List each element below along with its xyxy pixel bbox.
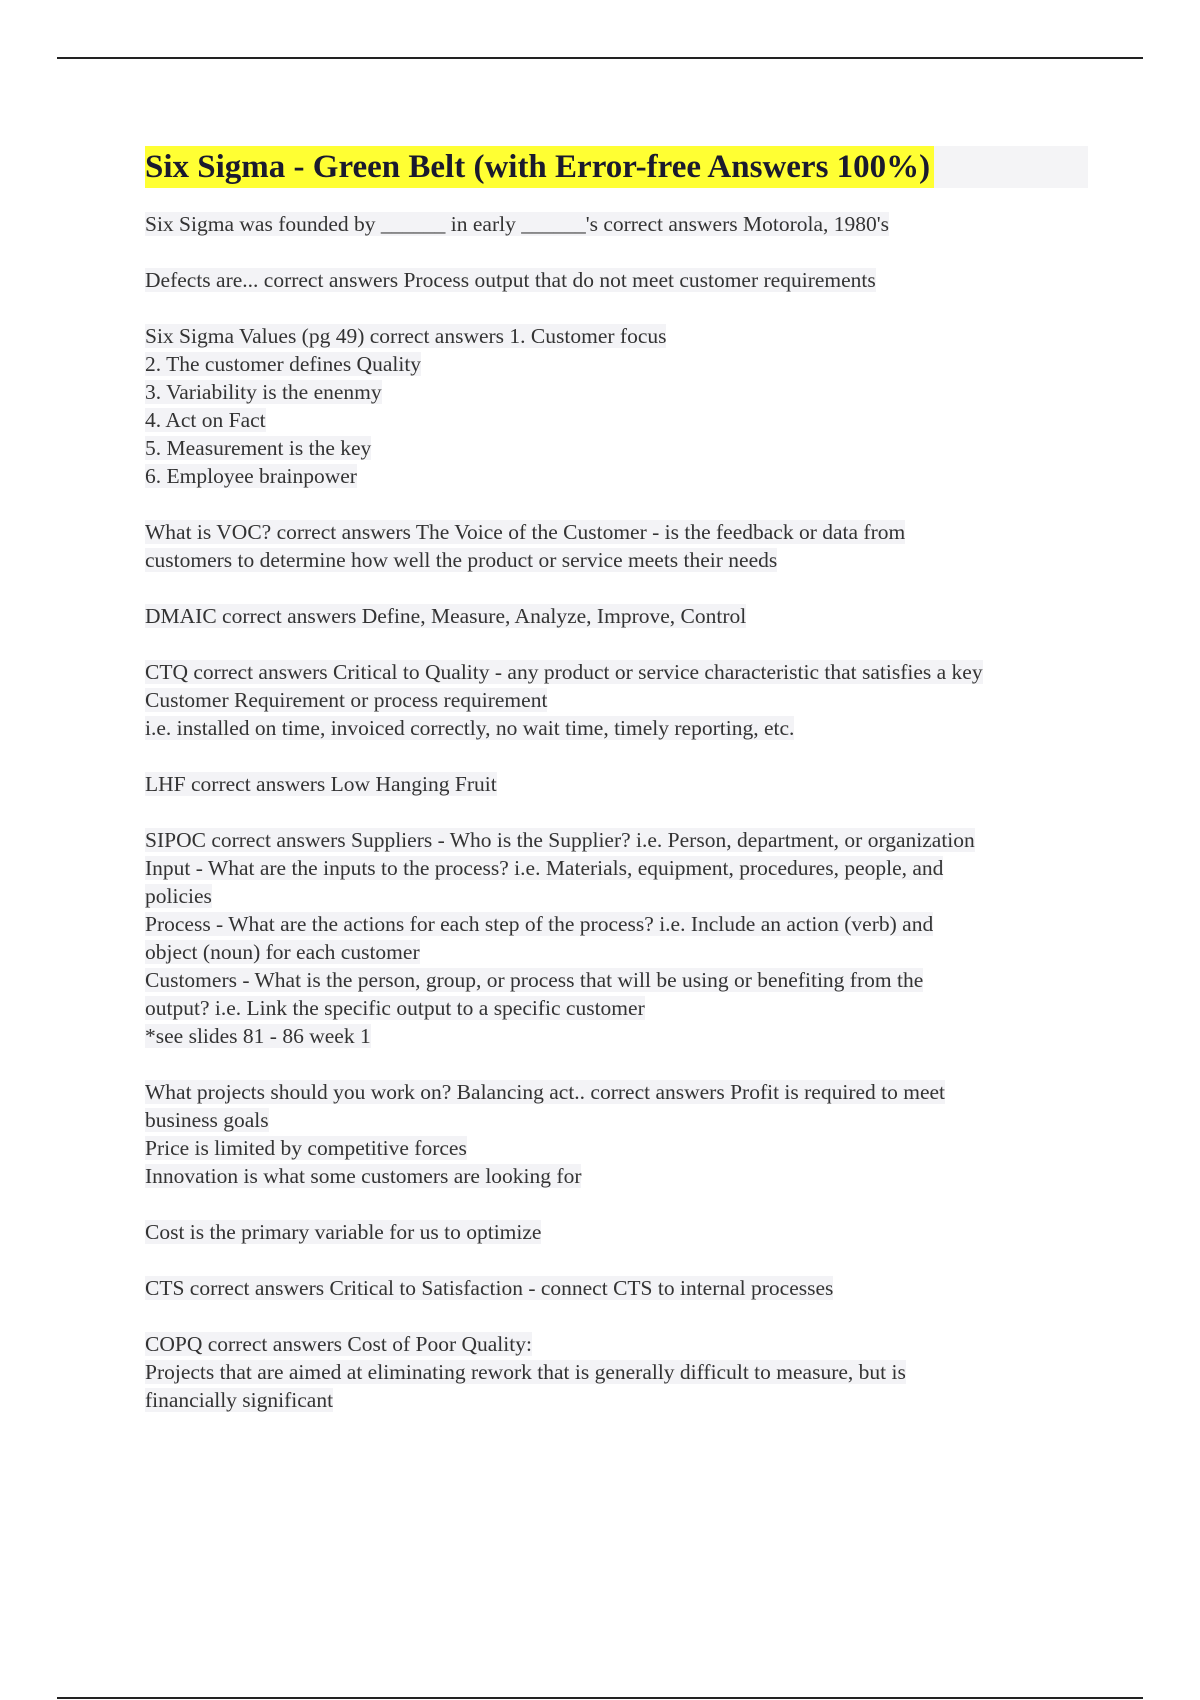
qa-list — [145, 210, 1090, 1414]
qa-line-text: Customers - What is the person, group, or process that will be using or benefiting from the — [145, 968, 924, 992]
qa-line-text: What projects should you work on? Balancing act.. correct answers Profit is required to meet — [145, 1080, 946, 1104]
qa-line-text: customers to determine how well the product or service meets their needs — [145, 548, 778, 572]
qa-line-text: object (noun) for each customer — [145, 940, 420, 964]
qa-line — [145, 770, 1090, 798]
qa-item — [145, 1078, 1090, 1190]
qa-item — [145, 518, 1090, 574]
qa-line-text: 5. Measurement is the key — [145, 436, 372, 460]
qa-line-text: SIPOC correct answers Suppliers - Who is the Supplier? i.e. Person, department, or organization — [145, 828, 975, 852]
qa-line-text: *see slides 81 - 86 week 1 — [145, 1024, 371, 1048]
qa-line-text: output? i.e. Link the specific output to a specific customer — [145, 996, 645, 1020]
qa-line — [145, 602, 1090, 630]
top-rule — [57, 57, 1143, 59]
qa-line-text: i.e. installed on time, invoiced correctly, no wait time, timely reporting, etc. — [145, 716, 795, 740]
qa-line — [145, 994, 1090, 1022]
qa-line-text: financially significant — [145, 1388, 334, 1412]
qa-line-text: Projects that are aimed at eliminating rework that is generally difficult to measure, but is — [145, 1360, 906, 1384]
qa-line — [145, 1162, 1090, 1190]
qa-line — [145, 714, 1090, 742]
qa-line-text: business goals — [145, 1108, 269, 1132]
qa-line-text: Price is limited by competitive forces — [145, 1136, 467, 1160]
title-band — [145, 146, 1088, 188]
qa-line — [145, 1078, 1090, 1106]
document-title: Six Sigma - Green Belt (with Error-free Answers 100%) — [145, 146, 934, 188]
qa-line — [145, 1386, 1090, 1414]
qa-line — [145, 1134, 1090, 1162]
qa-item — [145, 658, 1090, 742]
qa-line — [145, 462, 1090, 490]
qa-item — [145, 602, 1090, 630]
qa-line — [145, 350, 1090, 378]
qa-item — [145, 770, 1090, 798]
qa-line-text: Customer Requirement or process requirement — [145, 688, 548, 712]
qa-line-text: Cost is the primary variable for us to optimize — [145, 1220, 542, 1244]
qa-line-text: Six Sigma was founded by ______ in early ______'s correct answers Motorola, 1980's — [145, 212, 890, 236]
qa-line-text: Defects are... correct answers Process output that do not meet customer requirements — [145, 268, 876, 292]
qa-line-text: 4. Act on Fact — [145, 408, 266, 432]
qa-item — [145, 1274, 1090, 1302]
qa-item — [145, 322, 1090, 490]
qa-line — [145, 322, 1090, 350]
qa-line — [145, 882, 1090, 910]
qa-line — [145, 854, 1090, 882]
qa-line-text: COPQ correct answers Cost of Poor Quality: — [145, 1332, 532, 1356]
qa-line — [145, 938, 1090, 966]
qa-line — [145, 518, 1090, 546]
qa-line — [145, 1330, 1090, 1358]
qa-line — [145, 966, 1090, 994]
qa-line-text: Process - What are the actions for each step of the process? i.e. Include an action (verb) and — [145, 912, 934, 936]
qa-line — [145, 1022, 1090, 1050]
qa-line — [145, 210, 1090, 238]
qa-line-text: 3. Variability is the enenmy — [145, 380, 382, 404]
qa-line — [145, 406, 1090, 434]
qa-line — [145, 1274, 1090, 1302]
qa-line-text: DMAIC correct answers Define, Measure, Analyze, Improve, Control — [145, 604, 747, 628]
qa-line — [145, 546, 1090, 574]
qa-item — [145, 1218, 1090, 1246]
qa-item — [145, 1330, 1090, 1414]
qa-line-text: CTQ correct answers Critical to Quality - any product or service characteristic that satisfies a key — [145, 660, 983, 684]
qa-line — [145, 434, 1090, 462]
qa-line-text: Innovation is what some customers are looking for — [145, 1164, 582, 1188]
qa-line — [145, 658, 1090, 686]
qa-line-text: LHF correct answers Low Hanging Fruit — [145, 772, 497, 796]
qa-line — [145, 910, 1090, 938]
qa-line — [145, 1218, 1090, 1246]
qa-line — [145, 1358, 1090, 1386]
qa-line-text: CTS correct answers Critical to Satisfaction - connect CTS to internal processes — [145, 1276, 834, 1300]
qa-line — [145, 826, 1090, 854]
qa-item — [145, 826, 1090, 1050]
qa-line-text: 6. Employee brainpower — [145, 464, 357, 488]
qa-item — [145, 210, 1090, 238]
qa-line — [145, 686, 1090, 714]
qa-line-text: What is VOC? correct answers The Voice of the Customer - is the feedback or data from — [145, 520, 906, 544]
qa-item — [145, 266, 1090, 294]
qa-line-text: policies — [145, 884, 212, 908]
qa-line — [145, 266, 1090, 294]
qa-line-text: Input - What are the inputs to the process? i.e. Materials, equipment, procedures, people, and — [145, 856, 944, 880]
bottom-rule — [57, 1697, 1143, 1699]
qa-line — [145, 1106, 1090, 1134]
qa-line — [145, 378, 1090, 406]
qa-line-text: 2. The customer defines Quality — [145, 352, 422, 376]
document-body — [145, 146, 1090, 1442]
qa-line-text: Six Sigma Values (pg 49) correct answers 1. Customer focus — [145, 324, 667, 348]
